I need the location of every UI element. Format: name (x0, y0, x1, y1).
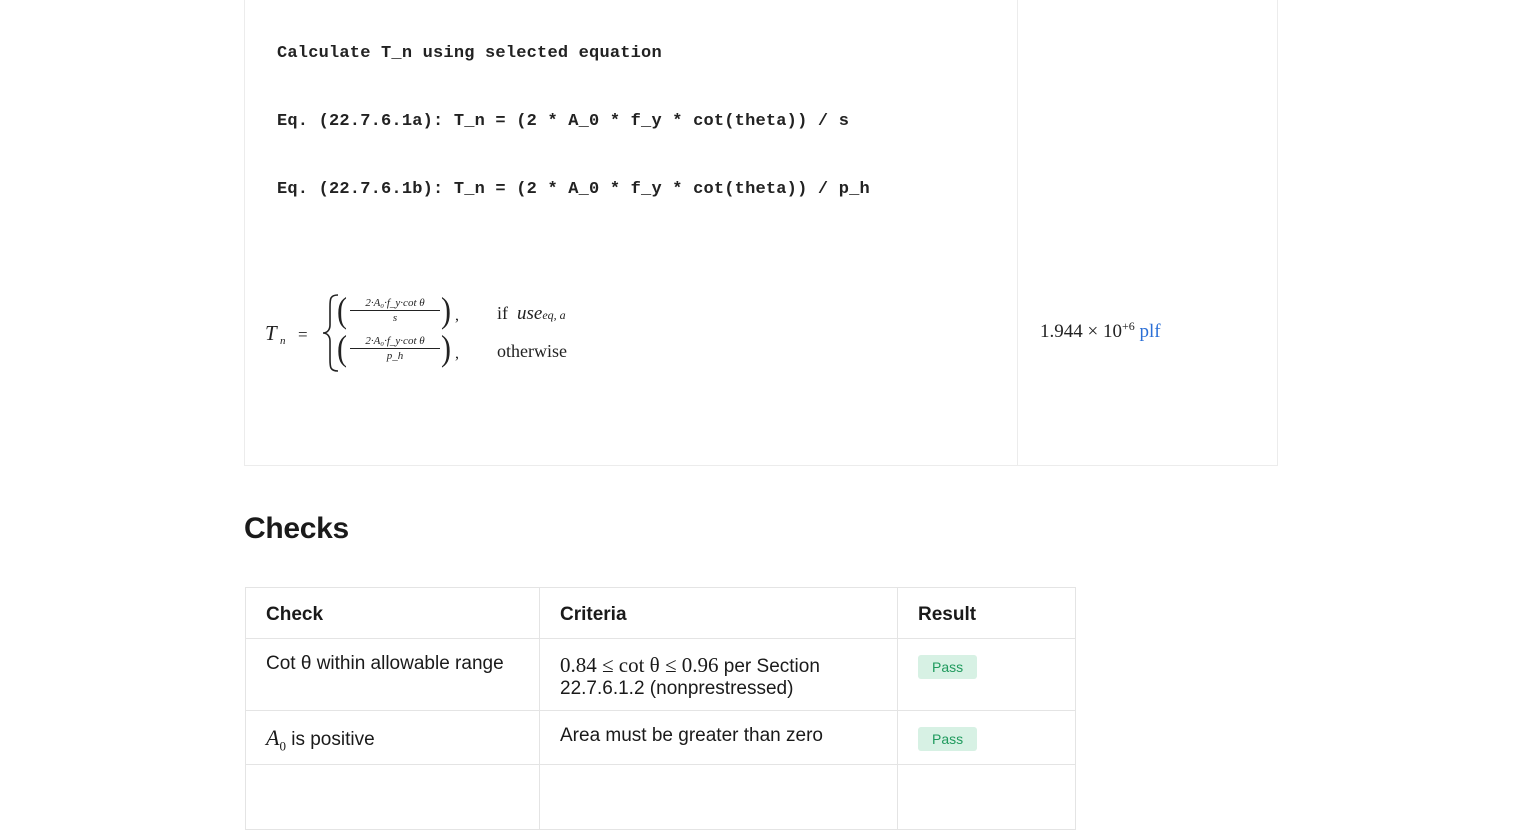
status-badge: Pass (918, 727, 977, 751)
check-sub: 0 (279, 738, 286, 754)
case-b-condition: otherwise (497, 341, 567, 361)
table-row (246, 711, 1076, 765)
table-row (246, 639, 1076, 711)
check-var: A (266, 725, 280, 750)
equation-a-code: Eq. (22.7.6.1a): T_n = (2 * A_0 * f_y * cot(theta)) / s (277, 112, 850, 131)
paren-right-b: ) (441, 328, 451, 369)
criteria-cell (540, 639, 898, 711)
fraction-b-denominator: p_h (386, 350, 404, 362)
tn-result-value (1040, 319, 1161, 343)
formula-lhs-sub: n (280, 335, 286, 347)
check-cell: Cot θ within allowable range (246, 639, 540, 711)
checks-heading: Checks (244, 512, 349, 545)
code-comment: Calculate T_n using selected equation (277, 44, 662, 63)
comma-b: , (455, 345, 459, 362)
fraction-case-b (350, 335, 440, 362)
tn-piecewise-formula (265, 290, 625, 373)
fraction-b-numerator: 2·A₀·f_y·cot θ (350, 335, 440, 349)
criteria-text: per Section 22.7.6.1.2 (nonprestressed) (560, 656, 820, 699)
check-cell (246, 711, 540, 765)
check-variable (266, 725, 286, 754)
paren-right-a: ) (441, 290, 451, 331)
fraction-case-a (350, 297, 440, 324)
calculation-card (244, 0, 1278, 466)
fraction-a-denominator: s (392, 312, 398, 324)
case-a-sub: eq, a (542, 308, 566, 322)
result-cell-empty (898, 765, 1076, 830)
formula-lhs-var: T (265, 321, 277, 345)
equation-b-code: Eq. (22.7.6.1b): T_n = (2 * A_0 * f_y * cot(theta)) / p_h (277, 180, 870, 199)
criteria-cell: Area must be greater than zero (540, 711, 898, 765)
column-header-check: Check (246, 588, 540, 639)
case-a-condition (497, 303, 566, 325)
column-header-criteria: Criteria (540, 588, 898, 639)
check-text: is positive (291, 729, 375, 750)
result-unit: plf (1139, 321, 1161, 342)
formula-equals: = (298, 325, 308, 344)
status-badge: Pass (918, 655, 977, 679)
result-exponent: +6 (1121, 319, 1135, 333)
column-header-result: Result (898, 588, 1076, 639)
comma-a: , (455, 307, 459, 324)
criteria-math: 0.84 ≤ cot θ ≤ 0.96 (560, 653, 719, 677)
fraction-a-numerator: 2·A₀·f_y·cot θ (350, 297, 440, 311)
paren-left-b: ( (337, 328, 347, 369)
checks-table (245, 587, 1076, 830)
result-mantissa: 1.944 × 10 (1040, 321, 1122, 342)
result-cell (898, 639, 1076, 711)
check-cell-empty (246, 765, 540, 830)
case-a-var: use (517, 303, 543, 324)
criteria-cell-empty (540, 765, 898, 830)
column-divider (1017, 0, 1018, 465)
table-row (246, 765, 1076, 830)
result-cell (898, 711, 1076, 765)
paren-left-a: ( (337, 290, 347, 331)
table-header-row (246, 588, 1076, 639)
case-a-if: if (497, 303, 508, 323)
